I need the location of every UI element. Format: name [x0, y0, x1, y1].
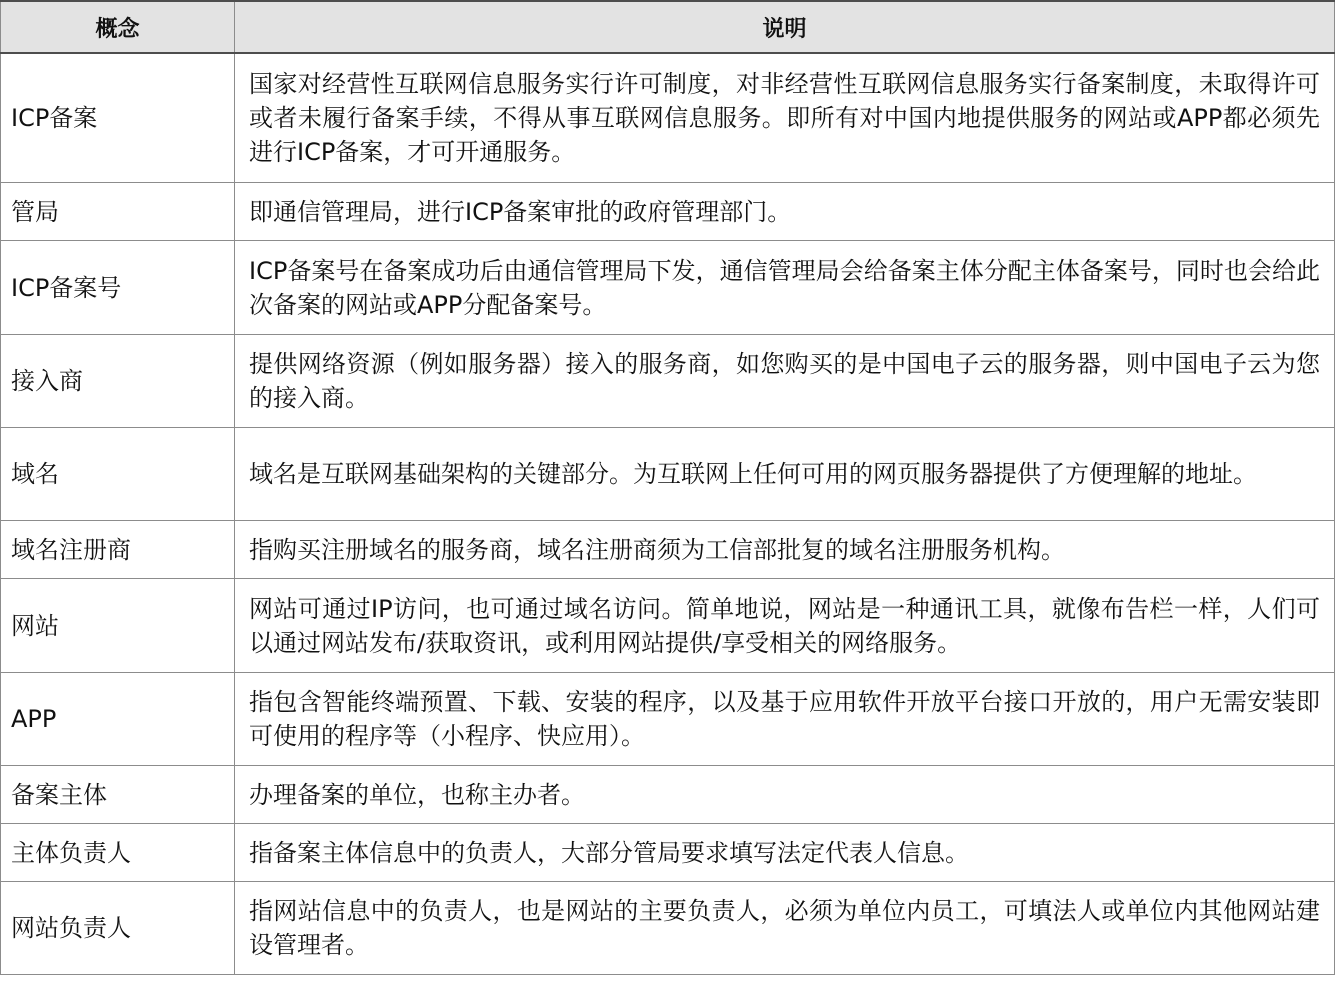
table-header-row: [1, 1, 1335, 53]
term-cell: ICP备案号: [1, 241, 235, 335]
term-cell: 备案主体: [1, 766, 235, 824]
table-row: [1, 183, 1335, 241]
description-cell: 办理备案的单位，也称主办者。: [235, 766, 1335, 824]
term-cell: 网站: [1, 579, 235, 673]
table-row: [1, 521, 1335, 579]
table-row: [1, 335, 1335, 428]
table-row: [1, 53, 1335, 183]
description-cell: 指备案主体信息中的负责人，大部分管局要求填写法定代表人信息。: [235, 824, 1335, 882]
description-cell: 网站可通过IP访问，也可通过域名访问。简单地说，网站是一种通讯工具，就像布告栏一样，人们可以通过网站发布/获取资讯，或利用网站提供/享受相关的网络服务。: [235, 579, 1335, 673]
table-row: [1, 824, 1335, 882]
description-cell: ICP备案号在备案成功后由通信管理局下发，通信管理局会给备案主体分配主体备案号，同时也会给此次备案的网站或APP分配备案号。: [235, 241, 1335, 335]
term-cell: ICP备案: [1, 53, 235, 183]
term-cell: 主体负责人: [1, 824, 235, 882]
table-row: [1, 241, 1335, 335]
term-cell: 管局: [1, 183, 235, 241]
description-cell: 提供网络资源（例如服务器）接入的服务商，如您购买的是中国电子云的服务器，则中国电子云为您的接入商。: [235, 335, 1335, 428]
table-row: [1, 882, 1335, 975]
description-cell: 指包含智能终端预置、下载、安装的程序，以及基于应用软件开放平台接口开放的，用户无需安装即可使用的程序等（小程序、快应用）。: [235, 673, 1335, 766]
column-header-term: 概念: [1, 1, 235, 53]
table-row: [1, 428, 1335, 521]
description-cell: 即通信管理局，进行ICP备案审批的政府管理部门。: [235, 183, 1335, 241]
table-row: [1, 673, 1335, 766]
description-cell: 指网站信息中的负责人，也是网站的主要负责人，必须为单位内员工，可填法人或单位内其他网站建设管理者。: [235, 882, 1335, 975]
term-cell: 域名: [1, 428, 235, 521]
description-cell: 域名是互联网基础架构的关键部分。为互联网上任何可用的网页服务器提供了方便理解的地址。: [235, 428, 1335, 521]
table-row: [1, 766, 1335, 824]
term-cell: 网站负责人: [1, 882, 235, 975]
description-cell: 国家对经营性互联网信息服务实行许可制度，对非经营性互联网信息服务实行备案制度，未取得许可或者未履行备案手续，不得从事互联网信息服务。即所有对中国内地提供服务的网站或APP都必须先进行ICP备案，才可开通服务。: [235, 53, 1335, 183]
term-cell: 接入商: [1, 335, 235, 428]
description-cell: 指购买注册域名的服务商，域名注册商须为工信部批复的域名注册服务机构。: [235, 521, 1335, 579]
term-cell: 域名注册商: [1, 521, 235, 579]
term-cell: APP: [1, 673, 235, 766]
table-row: [1, 579, 1335, 673]
column-header-description: 说明: [235, 1, 1335, 53]
